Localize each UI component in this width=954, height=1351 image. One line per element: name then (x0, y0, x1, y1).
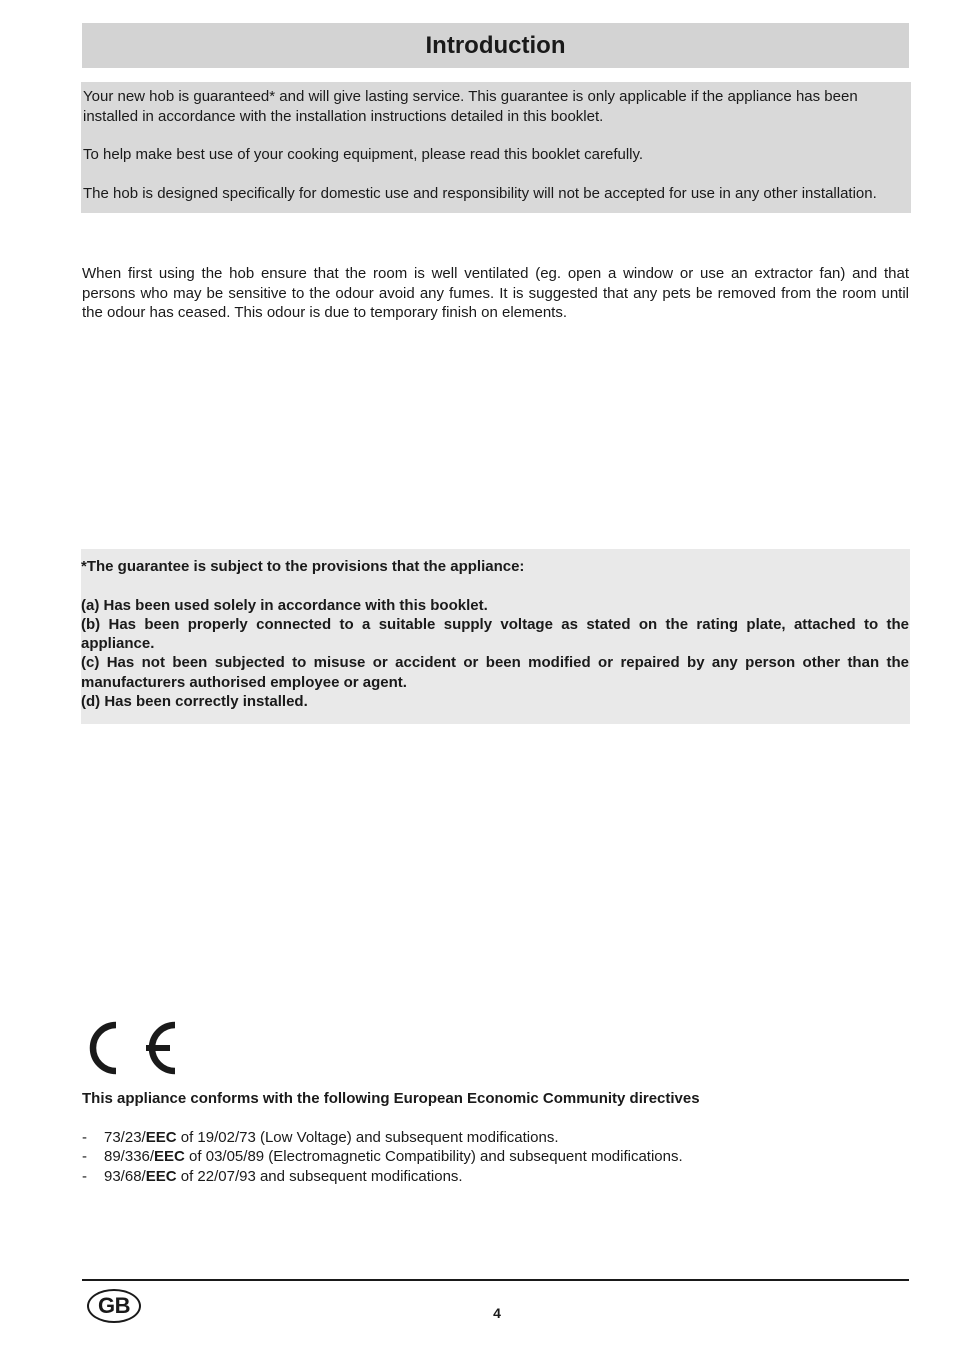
title-bar (82, 23, 909, 68)
ce-mark-icon (82, 1015, 178, 1081)
guarantee-condition: (d) Has been correctly installed. (81, 693, 308, 711)
directive-item (82, 1167, 683, 1186)
guarantee-box (81, 549, 910, 724)
directive-item (82, 1147, 683, 1166)
page-number: 4 (493, 1305, 501, 1321)
guarantee-heading: *The guarantee is subject to the provisions that the appliance: (81, 558, 525, 575)
intro-box (81, 82, 911, 213)
directive-text: 73/23/EEC of 19/02/73 (Low Voltage) and subsequent modifications. (104, 1129, 559, 1146)
guarantee-condition: (a) Has been used solely in accordance with this booklet. (81, 596, 488, 614)
intro-paragraph: The hob is designed specifically for domestic use and responsibility will not be accepted for use in any other installation. (83, 184, 877, 202)
country-badge: GB (87, 1289, 141, 1323)
guarantee-condition: (b) Has been properly connected to a suitable supply voltage as stated on the rating plate, attached to the appliance. (81, 615, 909, 653)
guarantee-condition: (c) Has not been subjected to misuse or accident or been modified or repaired by any person other than the manufacturers authorised employee or agent. (81, 654, 909, 691)
directive-item (82, 1128, 683, 1147)
page-title: Introduction (425, 31, 566, 59)
intro-paragraph: Your new hob is guaranteed* and will give lasting service. This guarantee is only applicable if the appliance has been installed in accordance with the installation instructions detailed in this booklet. (83, 88, 858, 125)
ventilation-paragraph: When first using the hob ensure that the room is well ventilated (eg. open a window or use an extractor fan) and that persons who may be sensitive to the odour avoid any fumes. It is suggested that any pets be removed from the room until the odour has ceased. This odour is due to temporary finish on elements. (82, 265, 909, 321)
list-dash: - (82, 1148, 87, 1166)
intro-paragraph: To help make best use of your cooking equipment, please read this booklet carefully. (83, 146, 644, 163)
list-dash: - (82, 1167, 87, 1185)
list-dash: - (82, 1129, 87, 1146)
directive-text: 89/336/EEC of 03/05/89 (Electromagnetic Compatibility) and subsequent modifications. (104, 1148, 683, 1166)
directive-text: 93/68/EEC of 22/07/93 and subsequent modifications. (104, 1167, 463, 1185)
directives-heading: This appliance conforms with the following European Economic Community directives (82, 1090, 700, 1107)
directives-list (82, 1128, 683, 1186)
footer-divider (82, 1279, 909, 1281)
